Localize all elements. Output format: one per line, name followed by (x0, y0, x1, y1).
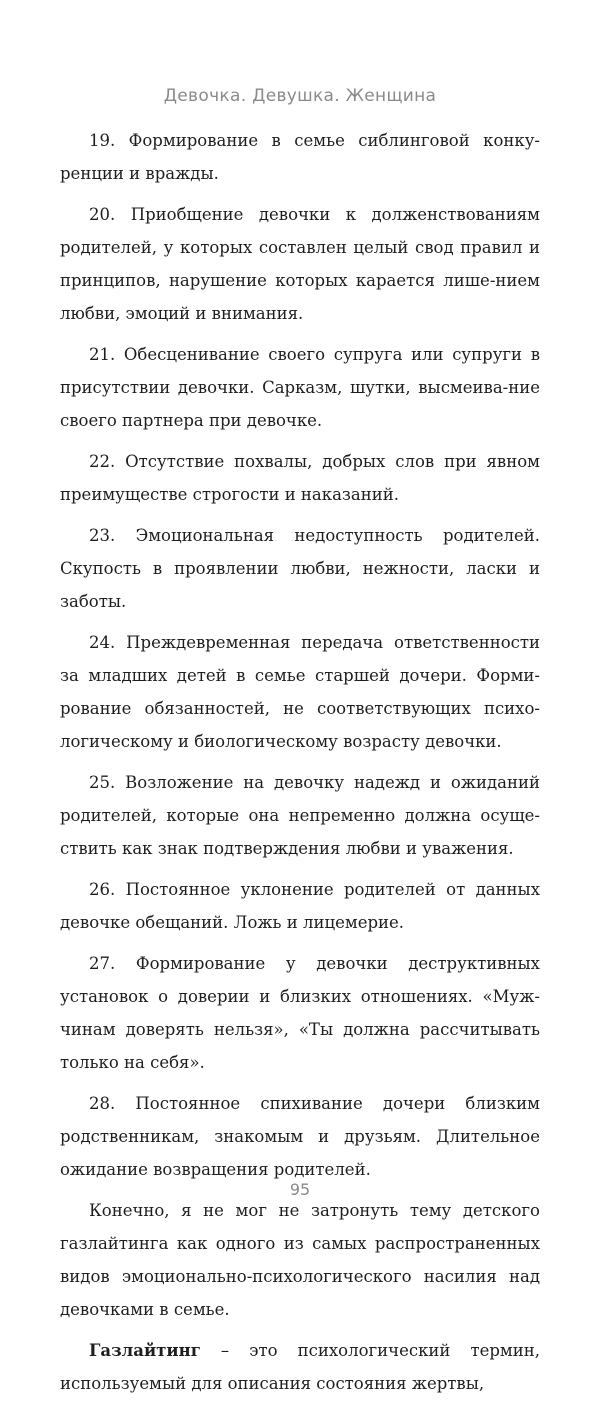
running-head: Девочка. Девушка. Женщина (163, 86, 437, 106)
paragraph-item-20: 20. Приобщение девочки к долженствованиям родителей, у которых составлен целый свод правил и принципов, нарушение которых карается лише-нием любви, эмоций и внимания. (60, 205, 540, 323)
paragraph-item-22: 22. Отсутствие похвалы, добрых слов при явном преимуществе строгости и наказаний. (60, 452, 540, 504)
paragraph-item-23: 23. Эмоциональная недоступность родителей. Скупость в проявлении любви, нежности, ласки и заботы. (60, 526, 540, 611)
definition-term: Газлайтинг (89, 1341, 201, 1360)
paragraph-item-27: 27. Формирование у девочки деструктивных установок о доверии и близких отношениях. «Муж-чинам доверять нельзя», «Ты должна рассчитывать только на себя». (60, 954, 540, 1072)
definition-text: – это психологический термин, используемый для описания состояния жертвы, (60, 1341, 540, 1393)
paragraph-item-21: 21. Обесценивание своего супруга или супруги в присутствии девочки. Сарказм, шутки, высмеива-ние своего партнера при девочке. (60, 345, 540, 430)
paragraph-item-26: 26. Постоянное уклонение родителей от данных девочке обещаний. Ложь и лицемерие. (60, 880, 540, 932)
paragraph-item-24: 24. Преждевременная передача ответственности за младших детей в семье старшей дочери. Форми-рование обязанностей, не соответствующих психо-логическому и биологическому возрасту девочки. (60, 633, 540, 751)
paragraph-gaslighting-intro: Конечно, я не мог не затронуть тему детского газлайтинга как одного из самых распространенных видов эмоционально-психологического насилия над девочками в семье. (60, 1201, 540, 1319)
paragraph-item-19: 19. Формирование в семье сиблинговой конку-ренции и вражды. (60, 131, 540, 183)
body-text (60, 124, 540, 1408)
paragraph-item-28: 28. Постоянное спихивание дочери близким родственникам, знакомым и друзьям. Длительное ожидание возвращения родителей. (60, 1094, 540, 1179)
page-number: 95 (289, 1180, 311, 1199)
paragraph-item-25: 25. Возложение на девочку надежд и ожиданий родителей, которые она непременно должна осуще-ствить как знак подтверждения любви и уважения. (60, 773, 540, 858)
paragraph-gaslighting-definition (60, 1334, 540, 1400)
